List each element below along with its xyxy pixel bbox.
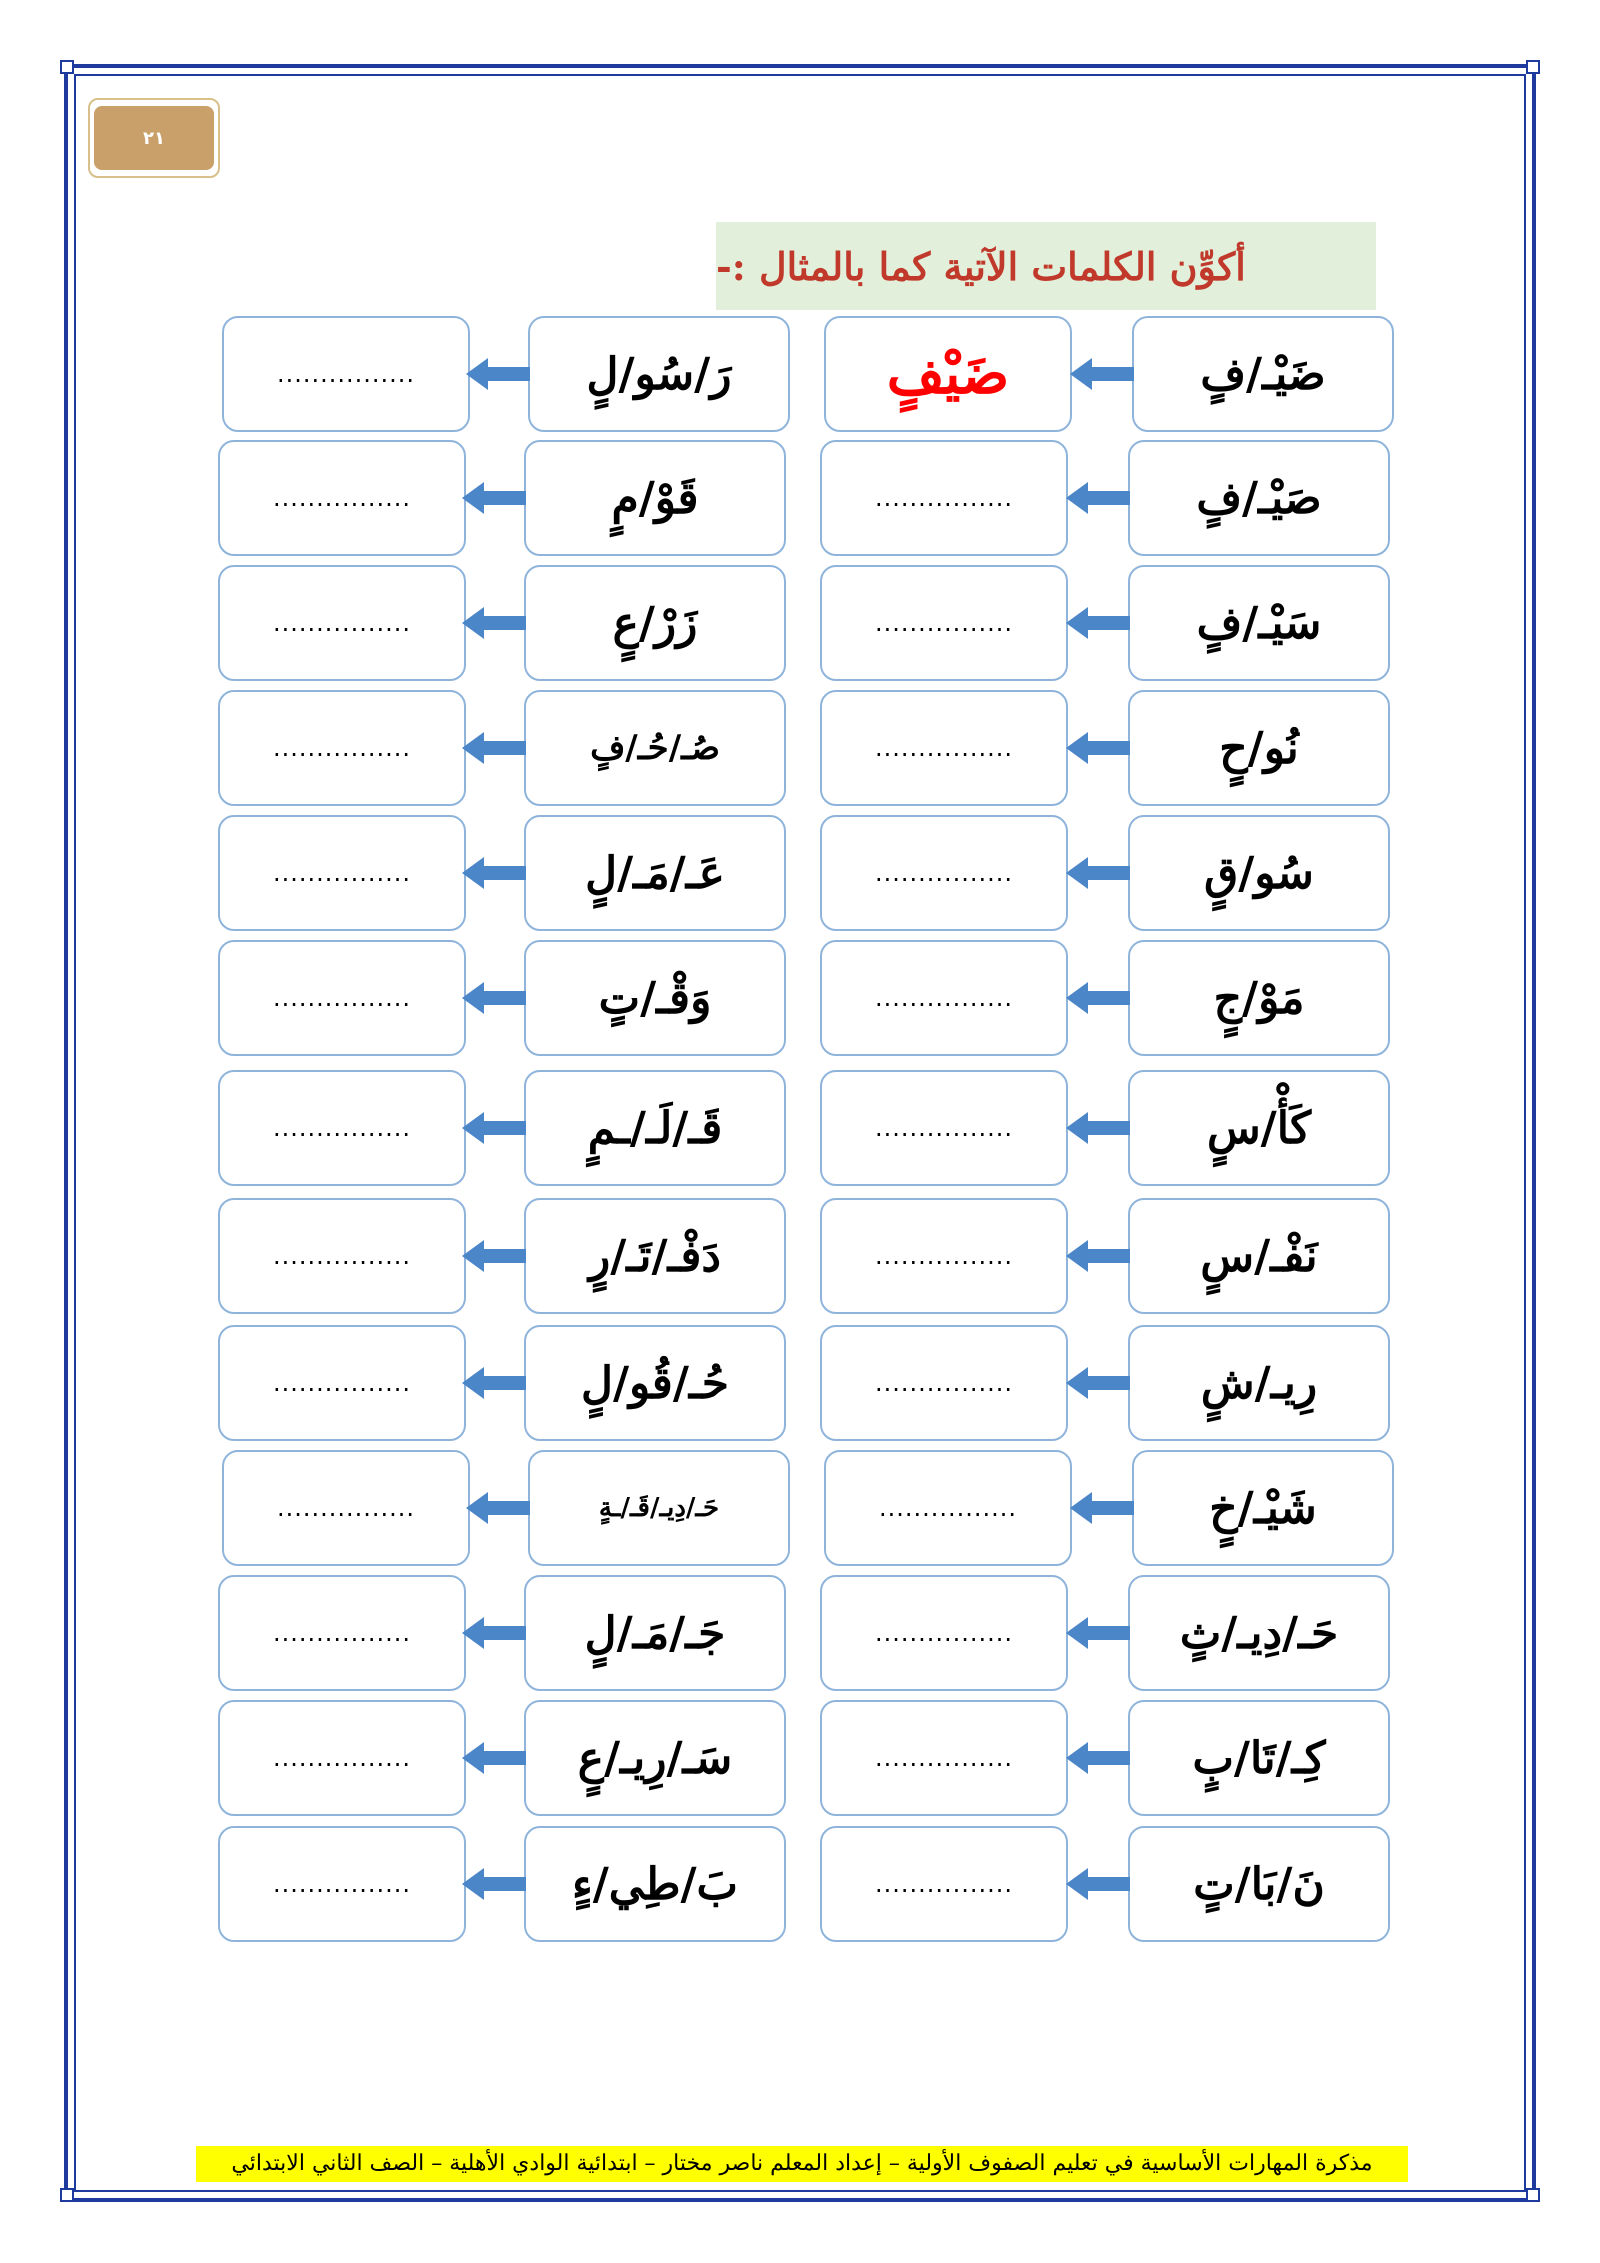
syllable-box: [524, 1198, 786, 1314]
arrow-left-icon: [1066, 605, 1130, 641]
answer-box[interactable]: [218, 815, 466, 931]
blank-line: ................: [874, 1242, 1014, 1270]
answer-box[interactable]: [218, 1325, 466, 1441]
answer-box[interactable]: [820, 1700, 1068, 1816]
syllables-text: سَـ/رِيـ/عٍ: [577, 1732, 733, 1784]
syllables-text: نُو/حٍ: [1219, 722, 1299, 774]
blank-line: ................: [874, 1619, 1014, 1647]
syllables-text: بَ/طِي/ءٍ: [572, 1858, 738, 1910]
arrow-left-icon: [1066, 855, 1130, 891]
syllables-text: حُـ/قُو/لٍ: [581, 1357, 729, 1409]
syllable-box: [524, 940, 786, 1056]
answer-box[interactable]: [820, 440, 1068, 556]
arrow-left-icon: [1066, 1238, 1130, 1274]
example-answer: ضَيْفٍ: [886, 341, 1010, 407]
syllable-box: [524, 815, 786, 931]
syllable-box: [1128, 815, 1390, 931]
arrow-left-icon: [462, 1740, 526, 1776]
blank-line: ................: [272, 1619, 412, 1647]
answer-box[interactable]: [820, 940, 1068, 1056]
blank-line: ................: [878, 1494, 1018, 1522]
page-number-badge: [88, 98, 220, 178]
arrow-left-icon: [1070, 1490, 1134, 1526]
blank-line: ................: [272, 1242, 412, 1270]
blank-line: ................: [272, 734, 412, 762]
page-number: ٢١: [94, 106, 214, 170]
syllable-box: [1132, 1450, 1394, 1566]
blank-line: ................: [874, 984, 1014, 1012]
syllable-box: [1128, 1700, 1390, 1816]
syllable-box: [524, 1325, 786, 1441]
blank-line: ................: [874, 1369, 1014, 1397]
corner-ornament: [1526, 2188, 1540, 2202]
syllables-text: حَـ/دِيـ/ثٍ: [1179, 1607, 1339, 1659]
syllables-text: ضَيْـ/فٍ: [1200, 348, 1326, 400]
syllables-text: حَـ/دِيـ/قَـ/ـةٍ: [598, 1493, 720, 1523]
arrow-left-icon: [462, 1238, 526, 1274]
blank-line: ................: [272, 1369, 412, 1397]
syllable-box: [1128, 565, 1390, 681]
exercise-title-box: [716, 222, 1376, 310]
syllable-box: [528, 316, 790, 432]
blank-line: ................: [272, 859, 412, 887]
syllables-text: عَـ/مَـ/لٍ: [585, 847, 725, 899]
exercise-title: أكوِّن الكلمات الآتية كما بالمثال :-: [716, 243, 1246, 289]
syllable-box: [524, 440, 786, 556]
answer-box[interactable]: [820, 815, 1068, 931]
syllables-text: قَوْ/مٍ: [611, 472, 699, 524]
syllable-box: [1128, 1198, 1390, 1314]
arrow-left-icon: [1066, 1110, 1130, 1146]
syllables-text: رَ/سُو/لٍ: [586, 348, 732, 400]
arrow-left-icon: [462, 1365, 526, 1401]
syllable-box: [1128, 1070, 1390, 1186]
arrow-left-icon: [1066, 1740, 1130, 1776]
blank-line: ................: [272, 609, 412, 637]
syllable-box: [524, 565, 786, 681]
syllables-text: كَأْ/سٍ: [1206, 1102, 1312, 1154]
syllables-text: جَـ/مَـ/لٍ: [584, 1607, 726, 1659]
syllables-text: سُو/قٍ: [1204, 847, 1314, 899]
answer-box[interactable]: [218, 1575, 466, 1691]
syllable-box: [524, 1070, 786, 1186]
syllable-box: [524, 1826, 786, 1942]
blank-line: ................: [272, 1114, 412, 1142]
blank-line: ................: [272, 1744, 412, 1772]
answer-box[interactable]: [222, 1450, 470, 1566]
syllables-text: صَيْـ/فٍ: [1196, 472, 1322, 524]
answer-box[interactable]: [218, 940, 466, 1056]
answer-box[interactable]: [820, 1575, 1068, 1691]
blank-line: ................: [272, 984, 412, 1012]
arrow-left-icon: [462, 1866, 526, 1902]
arrow-left-icon: [1066, 1866, 1130, 1902]
answer-box[interactable]: [820, 1826, 1068, 1942]
arrow-left-icon: [462, 480, 526, 516]
answer-box[interactable]: [820, 690, 1068, 806]
answer-box[interactable]: [218, 565, 466, 681]
blank-line: ................: [272, 484, 412, 512]
arrow-left-icon: [1066, 730, 1130, 766]
blank-line: ................: [874, 484, 1014, 512]
syllables-text: سَيْـ/فٍ: [1196, 597, 1322, 649]
syllables-text: رِيـ/شٍ: [1200, 1357, 1318, 1409]
syllables-text: وَقْـ/تٍ: [598, 972, 712, 1024]
syllable-box: [1128, 1826, 1390, 1942]
answer-box[interactable]: [820, 1325, 1068, 1441]
arrow-left-icon: [1070, 356, 1134, 392]
syllables-text: صُـ/حُـ/فٍ: [590, 728, 720, 768]
answer-box[interactable]: [222, 316, 470, 432]
arrow-left-icon: [462, 605, 526, 641]
corner-ornament: [1526, 60, 1540, 74]
answer-box[interactable]: [218, 1826, 466, 1942]
syllable-box: [1128, 940, 1390, 1056]
syllables-text: نَ/بَا/تٍ: [1193, 1858, 1325, 1910]
blank-line: ................: [276, 1494, 416, 1522]
syllable-box: [1128, 1575, 1390, 1691]
syllable-box: [1132, 316, 1394, 432]
footer-banner: مذكرة المهارات الأساسية في تعليم الصفوف الأولية – إعداد المعلم ناصر مختار – ابتدائية الوادي الأهلية – الصف الثاني الابتدائي: [196, 2146, 1408, 2182]
arrow-left-icon: [462, 980, 526, 1016]
blank-line: ................: [874, 734, 1014, 762]
arrow-left-icon: [1066, 480, 1130, 516]
arrow-left-icon: [1066, 980, 1130, 1016]
syllables-text: دَفْـ/تَـ/رٍ: [588, 1230, 722, 1282]
blank-line: ................: [874, 609, 1014, 637]
syllables-text: كِـ/تَا/بٍ: [1192, 1732, 1326, 1784]
syllable-box: [524, 1575, 786, 1691]
corner-ornament: [60, 2188, 74, 2202]
syllables-text: مَوْ/جٍ: [1213, 972, 1305, 1024]
syllables-text: نَفْـ/سٍ: [1200, 1230, 1318, 1282]
arrow-left-icon: [466, 356, 530, 392]
answer-box[interactable]: [218, 1700, 466, 1816]
answer-box[interactable]: [820, 1198, 1068, 1314]
syllable-box: [524, 1700, 786, 1816]
corner-ornament: [60, 60, 74, 74]
blank-line: ................: [874, 859, 1014, 887]
arrow-left-icon: [1066, 1615, 1130, 1651]
arrow-left-icon: [462, 855, 526, 891]
arrow-left-icon: [462, 1615, 526, 1651]
blank-line: ................: [272, 1870, 412, 1898]
syllables-text: قَـ/لَـ/ـمٍ: [587, 1102, 723, 1154]
syllable-box: [528, 1450, 790, 1566]
arrow-left-icon: [1066, 1365, 1130, 1401]
blank-line: ................: [874, 1114, 1014, 1142]
syllable-box: [1128, 690, 1390, 806]
answer-box[interactable]: [820, 565, 1068, 681]
answer-box[interactable]: [820, 1070, 1068, 1186]
blank-line: ................: [874, 1870, 1014, 1898]
answer-box[interactable]: [218, 690, 466, 806]
syllables-text: شَيْـ/خٍ: [1209, 1482, 1317, 1534]
blank-line: ................: [276, 360, 416, 388]
answer-box[interactable]: [218, 1070, 466, 1186]
answer-box[interactable]: [824, 316, 1072, 432]
syllables-text: زَرْ/عٍ: [612, 597, 698, 649]
arrow-left-icon: [462, 1110, 526, 1146]
blank-line: ................: [874, 1744, 1014, 1772]
arrow-left-icon: [462, 730, 526, 766]
arrow-left-icon: [466, 1490, 530, 1526]
answer-box[interactable]: [218, 1198, 466, 1314]
syllable-box: [1128, 1325, 1390, 1441]
syllable-box: [1128, 440, 1390, 556]
answer-box[interactable]: [218, 440, 466, 556]
answer-box[interactable]: [824, 1450, 1072, 1566]
syllable-box: [524, 690, 786, 806]
